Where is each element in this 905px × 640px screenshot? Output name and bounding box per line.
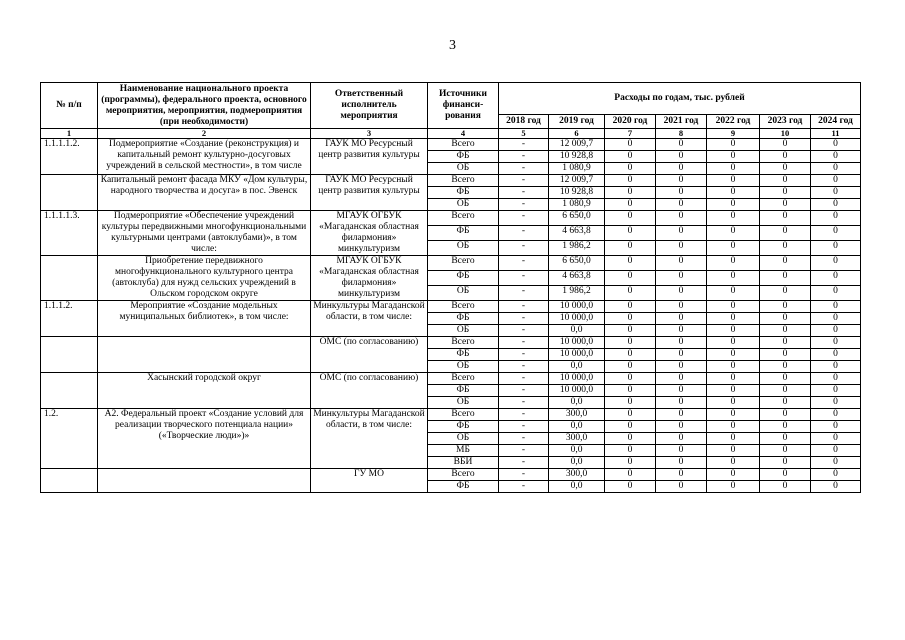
funding-source: ОБ xyxy=(428,325,499,337)
funding-source: ОБ xyxy=(428,361,499,373)
expenses-table xyxy=(40,82,861,493)
expense-cell: 0 xyxy=(707,175,760,187)
expense-cell: 300,0 xyxy=(549,433,605,445)
expense-cell: 300,0 xyxy=(549,409,605,421)
expense-cell: 0 xyxy=(656,301,707,313)
row-responsible: Минкультуры Магаданской области, в том числе: xyxy=(311,409,428,469)
expense-cell: - xyxy=(499,139,549,151)
expense-cell: - xyxy=(499,349,549,361)
column-number: 6 xyxy=(549,129,605,139)
expense-cell: 0 xyxy=(656,385,707,397)
expense-cell: 0 xyxy=(656,421,707,433)
header-year: 2019 год xyxy=(549,115,605,129)
row-responsible: Минкультуры Магаданской области, в том числе: xyxy=(311,301,428,337)
expense-cell: - xyxy=(499,433,549,445)
column-number: 11 xyxy=(811,129,861,139)
expense-cell: 0 xyxy=(605,325,656,337)
expense-cell: 0 xyxy=(605,199,656,211)
expense-cell: 0 xyxy=(656,256,707,271)
funding-source: ФБ xyxy=(428,421,499,433)
expense-cell: 0 xyxy=(707,409,760,421)
expense-cell: 0 xyxy=(656,409,707,421)
expense-cell: - xyxy=(499,385,549,397)
expense-cell: 0 xyxy=(760,256,811,271)
expense-cell: 0 xyxy=(605,139,656,151)
expense-cell: 0 xyxy=(707,469,760,481)
column-number: 5 xyxy=(499,129,549,139)
column-number: 4 xyxy=(428,129,499,139)
expense-cell: 0 xyxy=(760,445,811,457)
expense-cell: 0 xyxy=(656,271,707,286)
expense-cell: 0 xyxy=(656,241,707,256)
expense-cell: 0 xyxy=(707,199,760,211)
expense-cell: 0 xyxy=(811,481,861,493)
funding-source: ФБ xyxy=(428,151,499,163)
expense-cell: 0 xyxy=(656,373,707,385)
row-number: 1.1.1.2. xyxy=(41,301,98,337)
expense-cell: 0 xyxy=(656,199,707,211)
expense-cell: 0 xyxy=(707,163,760,175)
expense-cell: 0 xyxy=(760,421,811,433)
expense-cell: 0 xyxy=(605,256,656,271)
expense-cell: 0 xyxy=(760,199,811,211)
expense-cell: 0,0 xyxy=(549,445,605,457)
funding-source: Всего xyxy=(428,211,499,226)
expense-cell: 0 xyxy=(811,199,861,211)
funding-source: ОБ xyxy=(428,397,499,409)
expense-cell: 0 xyxy=(811,241,861,256)
row-name: А2. Федеральный проект «Создание условий для реализации творческого потенциала нации» («Творческие люди»)» xyxy=(98,409,311,469)
expense-cell: 0 xyxy=(707,361,760,373)
expense-cell: 0 xyxy=(760,301,811,313)
expense-cell: 0 xyxy=(811,373,861,385)
expense-cell: 10 000,0 xyxy=(549,301,605,313)
expense-cell: 0 xyxy=(605,241,656,256)
header-no: № п/п xyxy=(41,83,98,129)
expense-cell: 0 xyxy=(811,433,861,445)
expense-cell: 0 xyxy=(811,313,861,325)
expense-cell: 0 xyxy=(811,361,861,373)
funding-source: ОБ xyxy=(428,241,499,256)
expense-cell: 0 xyxy=(707,139,760,151)
expense-cell: 10 000,0 xyxy=(549,313,605,325)
expense-cell: 0 xyxy=(760,385,811,397)
expense-cell: 0 xyxy=(707,445,760,457)
expense-cell: - xyxy=(499,286,549,301)
funding-source: ОБ xyxy=(428,199,499,211)
expense-cell: 0 xyxy=(707,385,760,397)
expense-cell: 4 663,8 xyxy=(549,271,605,286)
expense-cell: 0 xyxy=(656,139,707,151)
expense-cell: 0 xyxy=(760,313,811,325)
row-name: Подмероприятие «Создание (реконструкция) и капитальный ремонт культурно-досуговых учреждений в сельской местности», в том числе xyxy=(98,139,311,175)
table-row xyxy=(41,256,861,271)
expense-cell: 0 xyxy=(605,175,656,187)
row-name: Капитальный ремонт фасада МКУ «Дом культуры, народного творчества и досуга» в пос. Эвенск xyxy=(98,175,311,211)
funding-source: ФБ xyxy=(428,187,499,199)
expense-cell: 0 xyxy=(656,325,707,337)
expense-cell: 0 xyxy=(707,481,760,493)
column-number: 7 xyxy=(605,129,656,139)
expense-cell: 10 000,0 xyxy=(549,337,605,349)
expense-cell: - xyxy=(499,373,549,385)
expense-cell: 0 xyxy=(707,337,760,349)
expense-cell: 0 xyxy=(811,151,861,163)
expense-cell: 0 xyxy=(760,337,811,349)
expense-cell: 0 xyxy=(605,481,656,493)
expense-cell: 0 xyxy=(605,349,656,361)
funding-source: ВБИ xyxy=(428,457,499,469)
expense-cell: 0 xyxy=(605,397,656,409)
expense-cell: 300,0 xyxy=(549,469,605,481)
expense-cell: 0 xyxy=(605,361,656,373)
row-responsible: МГАУК ОГБУК «Магаданская областная филармония» минкультуризм xyxy=(311,256,428,301)
expense-cell: 0 xyxy=(656,481,707,493)
expense-cell: 10 928,8 xyxy=(549,187,605,199)
funding-source: ФБ xyxy=(428,385,499,397)
expense-cell: 0 xyxy=(707,301,760,313)
expense-cell: 0 xyxy=(605,286,656,301)
expense-cell: 4 663,8 xyxy=(549,226,605,241)
expense-cell: 0 xyxy=(760,226,811,241)
expense-cell: 0 xyxy=(656,469,707,481)
expense-cell: 0 xyxy=(760,481,811,493)
expense-cell: 0 xyxy=(605,301,656,313)
row-responsible: ГУ МО xyxy=(311,469,428,493)
expense-cell: 0 xyxy=(760,241,811,256)
expense-cell: 0 xyxy=(656,349,707,361)
expense-cell: 0,0 xyxy=(549,481,605,493)
expense-cell: 0 xyxy=(811,349,861,361)
expense-cell: 0 xyxy=(760,433,811,445)
funding-source: ОБ xyxy=(428,286,499,301)
expense-cell: 0 xyxy=(811,175,861,187)
expense-cell: 0 xyxy=(811,163,861,175)
expense-cell: - xyxy=(499,175,549,187)
expense-cell: 0 xyxy=(605,373,656,385)
expense-cell: 0 xyxy=(811,337,861,349)
expense-cell: 0 xyxy=(605,151,656,163)
expense-cell: 0 xyxy=(811,397,861,409)
column-number: 9 xyxy=(707,129,760,139)
table-row xyxy=(41,469,861,481)
expense-cell: 0 xyxy=(760,469,811,481)
page-number: 3 xyxy=(449,38,456,53)
expense-cell: 0 xyxy=(605,226,656,241)
expense-cell: - xyxy=(499,421,549,433)
expense-cell: 0 xyxy=(707,313,760,325)
row-number: 1.2. xyxy=(41,409,98,469)
expense-cell: 0 xyxy=(656,457,707,469)
header-year: 2024 год xyxy=(811,115,861,129)
table-row xyxy=(41,337,861,349)
column-number: 10 xyxy=(760,129,811,139)
expense-cell: 1 986,2 xyxy=(549,286,605,301)
row-number: 1.1.1.1.3. xyxy=(41,211,98,256)
funding-source: ФБ xyxy=(428,481,499,493)
expense-cell: 0 xyxy=(760,361,811,373)
expense-cell: 0 xyxy=(605,187,656,199)
expense-cell: 0 xyxy=(811,385,861,397)
row-name xyxy=(98,469,311,493)
expense-cell: 0 xyxy=(811,445,861,457)
expense-cell: 0 xyxy=(656,226,707,241)
expense-cell: 0 xyxy=(707,373,760,385)
funding-source: Всего xyxy=(428,373,499,385)
expense-cell: 0 xyxy=(811,226,861,241)
row-name: Подмероприятие «Обеспечение учреждений культуры передвижными многофункциональными культурными центрами (автоклубами)», в том числе: xyxy=(98,211,311,256)
row-responsible: ОМС (по согласованию) xyxy=(311,337,428,373)
row-number xyxy=(41,175,98,211)
expense-cell: 0 xyxy=(656,175,707,187)
expense-cell: 12 009,7 xyxy=(549,175,605,187)
funding-source: ФБ xyxy=(428,313,499,325)
expense-cell: 0 xyxy=(811,409,861,421)
funding-source: ФБ xyxy=(428,226,499,241)
table-row xyxy=(41,409,861,421)
row-name xyxy=(98,337,311,373)
row-name: Приобретение передвижного многофункционального культурного центра (автоклуба) для нужд сельских учреждений в Ольском городском округе xyxy=(98,256,311,301)
expense-cell: - xyxy=(499,361,549,373)
expense-cell: 0 xyxy=(707,397,760,409)
row-responsible: ОМС (по согласованию) xyxy=(311,373,428,409)
expense-cell: - xyxy=(499,241,549,256)
expense-cell: 0 xyxy=(656,313,707,325)
expense-cell: 0 xyxy=(811,325,861,337)
expense-cell: 0 xyxy=(811,211,861,226)
expense-cell: 0 xyxy=(605,409,656,421)
row-number xyxy=(41,469,98,493)
funding-source: ОБ xyxy=(428,163,499,175)
expense-cell: 0 xyxy=(605,421,656,433)
expense-cell: 0 xyxy=(707,226,760,241)
expense-cell: 0 xyxy=(760,286,811,301)
funding-source: Всего xyxy=(428,175,499,187)
expense-cell: 0 xyxy=(760,457,811,469)
expense-cell: - xyxy=(499,337,549,349)
expense-cell: 0,0 xyxy=(549,397,605,409)
expense-cell: 1 080,9 xyxy=(549,199,605,211)
expense-cell: 0 xyxy=(707,421,760,433)
expense-cell: 0 xyxy=(760,175,811,187)
expense-cell: 0 xyxy=(605,271,656,286)
expense-cell: 6 650,0 xyxy=(549,211,605,226)
expense-cell: - xyxy=(499,301,549,313)
expense-cell: 0 xyxy=(707,325,760,337)
expense-cell: 0 xyxy=(707,457,760,469)
expense-cell: 0 xyxy=(707,151,760,163)
expense-cell: 0 xyxy=(605,163,656,175)
expense-cell: 0 xyxy=(811,421,861,433)
expense-cell: 0 xyxy=(656,433,707,445)
row-name: Хасынский городской округ xyxy=(98,373,311,409)
expense-cell: - xyxy=(499,457,549,469)
expense-cell: 0 xyxy=(811,457,861,469)
expense-cell: - xyxy=(499,397,549,409)
expense-cell: 0 xyxy=(656,445,707,457)
expense-cell: - xyxy=(499,211,549,226)
expense-cell: 0 xyxy=(707,211,760,226)
row-number xyxy=(41,337,98,373)
expense-cell: 0 xyxy=(605,337,656,349)
expense-cell: - xyxy=(499,481,549,493)
expense-cell: 6 650,0 xyxy=(549,256,605,271)
table-row xyxy=(41,301,861,313)
column-number: 2 xyxy=(98,129,311,139)
expense-cell: 0 xyxy=(605,457,656,469)
expense-cell: 0 xyxy=(605,385,656,397)
header-year: 2023 год xyxy=(760,115,811,129)
expense-cell: - xyxy=(499,271,549,286)
header-year: 2021 год xyxy=(656,115,707,129)
funding-source: Всего xyxy=(428,256,499,271)
expense-cell: 0 xyxy=(811,139,861,151)
expense-cell: 12 009,7 xyxy=(549,139,605,151)
expense-cell: 0,0 xyxy=(549,361,605,373)
expense-cell: 10 000,0 xyxy=(549,373,605,385)
expense-cell: - xyxy=(499,469,549,481)
expense-cell: 1 986,2 xyxy=(549,241,605,256)
expense-cell: 0 xyxy=(760,187,811,199)
expense-cell: 0 xyxy=(760,349,811,361)
funding-source: Всего xyxy=(428,337,499,349)
expense-cell: 0 xyxy=(707,187,760,199)
expense-cell: 0 xyxy=(656,151,707,163)
expense-cell: 10 000,0 xyxy=(549,349,605,361)
funding-source: Всего xyxy=(428,139,499,151)
row-number xyxy=(41,256,98,301)
expense-cell: 0 xyxy=(656,286,707,301)
expense-cell: 0 xyxy=(656,361,707,373)
expense-cell: 0 xyxy=(707,241,760,256)
expense-cell: 0 xyxy=(605,313,656,325)
expense-cell: 0 xyxy=(656,211,707,226)
expense-cell: 0 xyxy=(605,469,656,481)
row-responsible: ГАУК МО Ресурсный центр развития культуры xyxy=(311,175,428,211)
expense-cell: 0 xyxy=(707,433,760,445)
expense-cell: - xyxy=(499,199,549,211)
expense-cell: 0 xyxy=(760,373,811,385)
header-year: 2022 год xyxy=(707,115,760,129)
expense-cell: - xyxy=(499,445,549,457)
expense-cell: - xyxy=(499,226,549,241)
expense-cell: 0 xyxy=(707,286,760,301)
row-responsible: ГАУК МО Ресурсный центр развития культуры xyxy=(311,139,428,175)
expense-cell: 0 xyxy=(811,187,861,199)
expense-cell: 0 xyxy=(760,211,811,226)
row-number: 1.1.1.1.2. xyxy=(41,139,98,175)
expense-cell: 1 080,9 xyxy=(549,163,605,175)
expense-cell: - xyxy=(499,256,549,271)
expense-cell: 0 xyxy=(811,256,861,271)
expense-cell: - xyxy=(499,325,549,337)
expense-cell: 0 xyxy=(760,139,811,151)
funding-source: Всего xyxy=(428,409,499,421)
expense-cell: - xyxy=(499,409,549,421)
header-year: 2018 год xyxy=(499,115,549,129)
expense-cell: 0 xyxy=(760,163,811,175)
table-row xyxy=(41,139,861,151)
funding-source: Всего xyxy=(428,301,499,313)
expense-cell: 0,0 xyxy=(549,457,605,469)
header-expenses: Расходы по годам, тыс. рублей xyxy=(499,83,861,115)
expense-cell: 0,0 xyxy=(549,421,605,433)
table-row xyxy=(41,175,861,187)
expense-cell: 0 xyxy=(656,337,707,349)
expense-cell: 0 xyxy=(656,397,707,409)
funding-source: ФБ xyxy=(428,271,499,286)
expense-cell: 0 xyxy=(811,301,861,313)
header-responsible: Ответственный исполнитель мероприятия xyxy=(311,83,428,129)
expense-cell: - xyxy=(499,187,549,199)
expense-cell: 0 xyxy=(605,211,656,226)
funding-source: ОБ xyxy=(428,433,499,445)
expense-cell: - xyxy=(499,151,549,163)
expense-cell: 0 xyxy=(811,469,861,481)
table-row xyxy=(41,373,861,385)
expense-cell: 10 928,8 xyxy=(549,151,605,163)
expense-cell: - xyxy=(499,163,549,175)
expense-cell: 0 xyxy=(760,397,811,409)
row-name: Мероприятие «Создание модельных муниципальных библиотек», в том числе: xyxy=(98,301,311,337)
column-number: 8 xyxy=(656,129,707,139)
expense-cell: 0 xyxy=(605,445,656,457)
funding-source: МБ xyxy=(428,445,499,457)
header-year: 2020 год xyxy=(605,115,656,129)
expense-cell: 0 xyxy=(707,256,760,271)
column-number: 1 xyxy=(41,129,98,139)
row-responsible: МГАУК ОГБУК «Магаданская областная филармония» минкультуризм xyxy=(311,211,428,256)
header-name: Наименование национального проекта (программы), федерального проекта, основного мероприятия, мероприятия, подмероприятия (при необходимости) xyxy=(98,83,311,129)
expense-cell: 0 xyxy=(760,271,811,286)
column-number: 3 xyxy=(311,129,428,139)
expense-cell: 0 xyxy=(707,271,760,286)
expense-cell: 0,0 xyxy=(549,325,605,337)
funding-source: Всего xyxy=(428,469,499,481)
row-number xyxy=(41,373,98,409)
expense-cell: 0 xyxy=(605,433,656,445)
header-sources: Источники финанси-рования xyxy=(428,83,499,129)
expense-cell: 0 xyxy=(811,271,861,286)
expense-cell: 10 000,0 xyxy=(549,385,605,397)
expense-cell: 0 xyxy=(707,349,760,361)
expense-cell: - xyxy=(499,313,549,325)
funding-source: ФБ xyxy=(428,349,499,361)
expense-cell: 0 xyxy=(760,151,811,163)
expense-cell: 0 xyxy=(656,187,707,199)
expense-cell: 0 xyxy=(656,163,707,175)
expense-cell: 0 xyxy=(811,286,861,301)
expense-cell: 0 xyxy=(760,325,811,337)
table-row xyxy=(41,211,861,226)
expense-cell: 0 xyxy=(760,409,811,421)
